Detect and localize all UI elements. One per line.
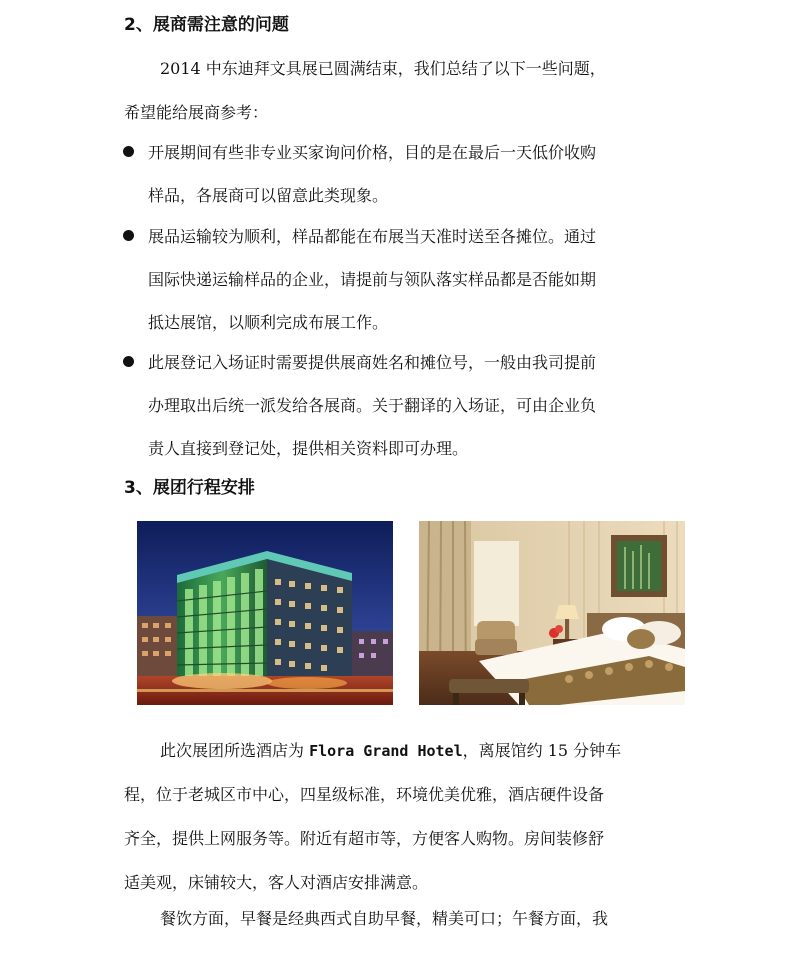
hotel-name: Flora Grand Hotel	[309, 742, 463, 760]
intro-paragraph	[124, 47, 684, 135]
section-2-heading: 2、展商需注意的问题	[124, 15, 289, 35]
bullet-item-1	[118, 131, 690, 217]
bullet-text-3: 此展登记入场证时需要提供展商姓名和摊位号，一般由我司提前 办理取出后统一派发给各展商。关于翻译的入场证，可由企业负 责人直接到登记处，提供相关资料即可办理。	[148, 353, 597, 458]
hotel-exterior-photo	[137, 521, 393, 705]
intro-line-2: 希望能给展商参考：	[124, 103, 269, 122]
section-3-heading: 3、展团行程安排	[124, 478, 255, 498]
bullet-dot-icon	[123, 230, 134, 241]
hotel-line-1: 此次展团所选酒店为 Flora Grand Hotel，离展馆约 15 分钟车	[160, 741, 622, 760]
hotel-line-2: 程，位于老城区市中心，四星级标准，环境优美优雅，酒店硬件设备	[124, 785, 605, 804]
hotel-room-photo	[419, 521, 685, 705]
bullet-text-2: 展品运输较为顺利，样品都能在布展当天准时送至各摊位。通过 国际快递运输样品的企业，请提前与领队落实样品都是否能如期 抵达展馆，以顺利完成布展工作。	[148, 227, 597, 332]
meal-line-1: 餐饮方面，早餐是经典西式自助早餐，精美可口；午餐方面，我	[160, 909, 609, 928]
hotel-line-3: 齐全，提供上网服务等。附近有超市等，方便客人购物。房间装修舒	[124, 829, 605, 848]
hotel-paragraph	[124, 729, 684, 905]
hotel-line-4: 适美观，床铺较大，客人对酒店安排满意。	[124, 873, 429, 892]
bullet-text-1: 开展期间有些非专业买家询问价格，目的是在最后一天低价收购 样品，各展商可以留意此类现象。	[148, 143, 597, 205]
intro-line-1: 2014 中东迪拜文具展已圆满结束，我们总结了以下一些问题，	[160, 59, 606, 78]
meal-paragraph	[124, 897, 684, 941]
bullet-item-3	[118, 341, 690, 470]
bullet-dot-icon	[123, 146, 134, 157]
bullet-dot-icon	[123, 356, 134, 367]
bullet-item-2	[118, 215, 690, 344]
